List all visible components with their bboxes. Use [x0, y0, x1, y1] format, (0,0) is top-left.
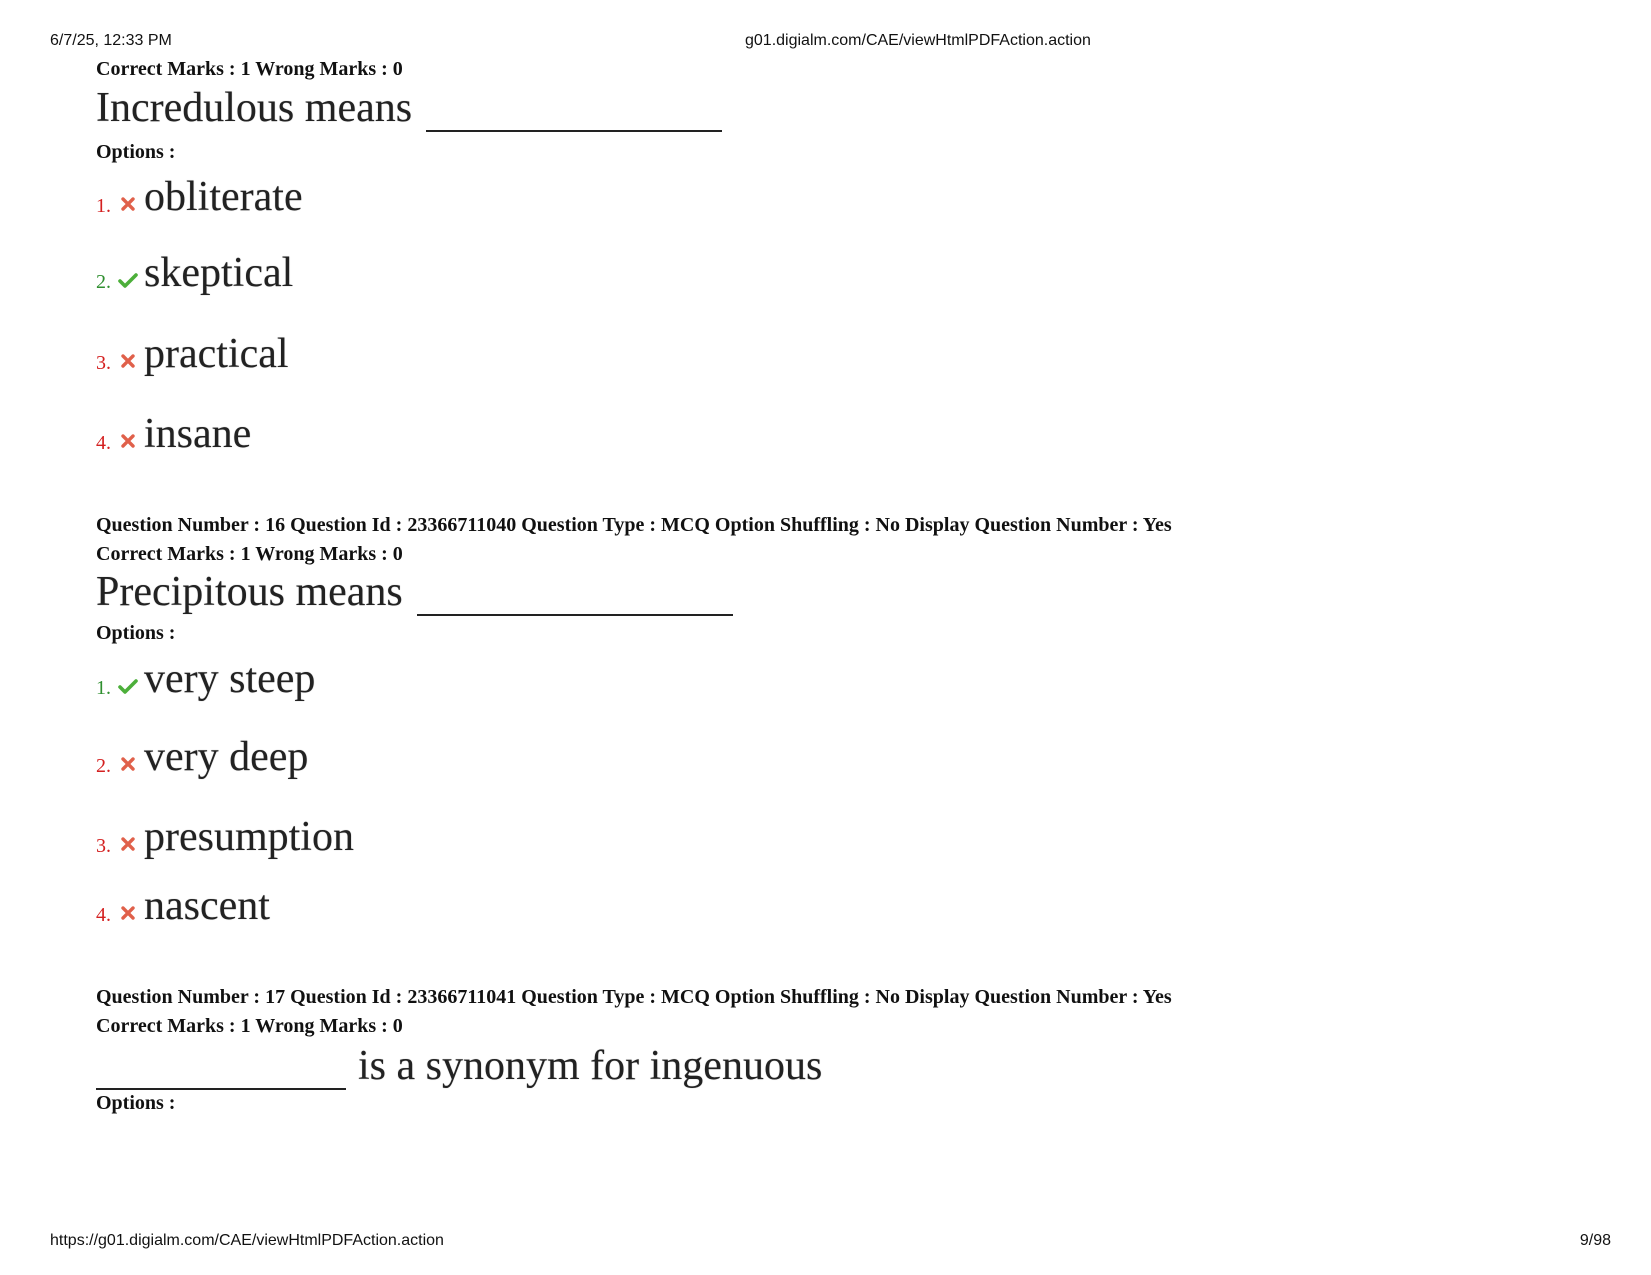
q17-stem-text: is a synonym for ingenuous	[358, 1043, 823, 1089]
option-text: presumption	[144, 814, 354, 860]
q16-option-3	[96, 808, 354, 858]
option-text: skeptical	[144, 250, 294, 296]
q15-marks: Correct Marks : 1 Wrong Marks : 0	[96, 58, 403, 80]
option-text: obliterate	[144, 174, 303, 220]
cross-icon	[118, 351, 138, 371]
option-text: very deep	[144, 734, 309, 780]
option-number: 3.	[96, 835, 111, 857]
q15-stem-text: Incredulous means	[96, 85, 413, 131]
q16-stem-text: Precipitous means	[96, 569, 403, 615]
answer-blank	[426, 96, 722, 132]
q15-options-label: Options :	[96, 141, 176, 163]
option-text: practical	[144, 331, 289, 377]
print-url: g01.digialm.com/CAE/viewHtmlPDFAction.action	[745, 32, 1091, 49]
q15-stem	[96, 84, 722, 132]
q17-marks: Correct Marks : 1 Wrong Marks : 0	[96, 1015, 403, 1037]
q16-info: Question Number : 16 Question Id : 23366711040 Question Type : MCQ Option Shuffling : No Display Question Number : Yes	[96, 514, 1172, 536]
q15-option-1	[96, 168, 303, 218]
print-datetime: 6/7/25, 12:33 PM	[50, 32, 172, 49]
q17-info: Question Number : 17 Question Id : 23366711041 Question Type : MCQ Option Shuffling : No Display Question Number : Yes	[96, 986, 1172, 1008]
footer-url: https://g01.digialm.com/CAE/viewHtmlPDFAction.action	[50, 1232, 444, 1249]
q16-option-2	[96, 728, 308, 778]
cross-icon	[118, 754, 138, 774]
q17-stem	[96, 1042, 822, 1090]
q15-option-2	[96, 244, 293, 294]
option-text: nascent	[144, 883, 270, 929]
q16-stem	[96, 568, 733, 616]
q16-options-label: Options :	[96, 622, 176, 644]
q16-marks: Correct Marks : 1 Wrong Marks : 0	[96, 543, 403, 565]
check-icon	[118, 676, 138, 696]
q15-option-4	[96, 405, 251, 455]
cross-icon	[118, 194, 138, 214]
option-text: insane	[144, 411, 252, 457]
q15-option-3	[96, 325, 289, 375]
check-icon	[118, 270, 138, 290]
option-number: 3.	[96, 352, 111, 374]
option-number: 1.	[96, 677, 111, 699]
option-number: 4.	[96, 904, 111, 926]
page-number: 9/98	[1579, 1232, 1611, 1249]
option-number: 4.	[96, 432, 111, 454]
option-number: 2.	[96, 271, 111, 293]
option-number: 1.	[96, 195, 111, 217]
cross-icon	[118, 903, 138, 923]
q16-option-4	[96, 877, 270, 927]
q17-options-label: Options :	[96, 1092, 176, 1114]
answer-blank	[417, 580, 733, 616]
cross-icon	[118, 834, 138, 854]
option-text: very steep	[144, 656, 316, 702]
cross-icon	[118, 431, 138, 451]
option-number: 2.	[96, 755, 111, 777]
q16-option-1	[96, 650, 315, 700]
answer-blank	[96, 1054, 346, 1090]
